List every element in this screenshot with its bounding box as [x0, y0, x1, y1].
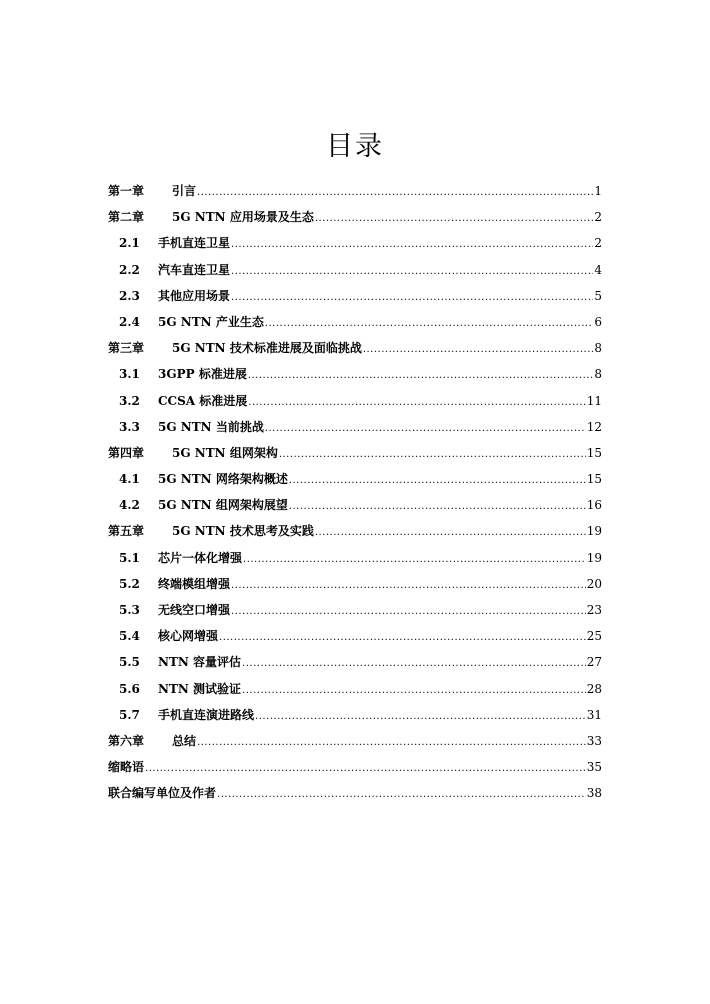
- toc-entry[interactable]: [108, 545, 602, 571]
- toc-entry-label: 芯片一体化增强: [158, 550, 243, 565]
- toc-dot-leader: [315, 520, 586, 546]
- toc-dot-leader: [315, 206, 594, 232]
- toc-entry-label: 引言: [172, 184, 197, 198]
- toc-entry[interactable]: [108, 414, 602, 440]
- toc-entry-page-number: 31: [586, 707, 602, 722]
- toc-entry[interactable]: [108, 466, 602, 492]
- toc-entry-number: 第四章: [108, 445, 145, 460]
- toc-entry-label: 5G NTN 技术思考及实践: [172, 524, 314, 539]
- toc-dot-leader: [279, 442, 586, 468]
- toc-entry-number: 4.1: [119, 472, 140, 487]
- toc-entry-page-number: 2: [594, 236, 602, 251]
- toc-entry[interactable]: [108, 728, 602, 754]
- toc-entry-label: 终端模组增强: [158, 576, 231, 591]
- toc-entry-label: CCSA 标准进展: [158, 393, 248, 408]
- toc-dot-leader: [217, 782, 586, 808]
- toc-entry-page-number: 20: [586, 576, 602, 591]
- toc-entry-page-number: 8: [594, 341, 602, 356]
- toc-entry[interactable]: [108, 518, 602, 544]
- toc-entry-number: 5.5: [119, 655, 140, 670]
- toc-entry-label: 5G NTN 当前挑战: [158, 419, 264, 434]
- toc-dot-leader: [255, 704, 586, 730]
- toc-entry[interactable]: [108, 676, 602, 702]
- toc-entry[interactable]: [108, 597, 602, 623]
- toc-entry[interactable]: [108, 571, 602, 597]
- toc-dot-leader: [231, 599, 586, 625]
- toc-entry-label: 联合编写单位及作者: [108, 786, 217, 801]
- toc-entry-label: 缩略语: [108, 760, 145, 775]
- toc-entry-page-number: 33: [586, 733, 602, 748]
- toc-entry-number: 3.3: [119, 419, 140, 434]
- toc-dot-leader: [231, 285, 593, 311]
- toc-entry-page-number: 19: [586, 550, 602, 565]
- toc-entry-label: 手机直连演进路线: [158, 707, 255, 722]
- toc-dot-leader: [197, 180, 593, 206]
- toc-entry-page-number: 8: [594, 367, 602, 382]
- toc-dot-leader: [265, 311, 594, 337]
- toc-entry[interactable]: [108, 649, 602, 675]
- toc-entry-page-number: 15: [586, 445, 602, 460]
- toc-entry-number: 第一章: [108, 184, 145, 198]
- toc-entry-page-number: 25: [586, 629, 602, 644]
- toc-entry[interactable]: [108, 388, 602, 414]
- toc-dot-leader: [219, 625, 586, 651]
- toc-entry-page-number: 6: [594, 314, 602, 329]
- toc-entry-page-number: 35: [586, 760, 602, 775]
- toc-entry-number: 5.4: [119, 629, 140, 644]
- toc-entry[interactable]: [108, 204, 602, 230]
- toc-entry-number: 3.2: [119, 393, 140, 408]
- toc-entry[interactable]: [108, 230, 602, 256]
- toc-entry[interactable]: [108, 283, 602, 309]
- toc-dot-leader: [265, 416, 586, 442]
- toc-entry-page-number: 11: [586, 393, 602, 408]
- toc-entry-page-number: 12: [586, 419, 602, 434]
- toc-entry-label: 5G NTN 应用场景及生态: [172, 210, 314, 225]
- toc-entry-number: 5.7: [119, 707, 140, 722]
- toc-entry-page-number: 23: [586, 603, 602, 617]
- page-title: 目录: [326, 131, 384, 162]
- toc-entry-label: 无线空口增强: [158, 603, 231, 617]
- toc-dot-leader: [248, 363, 594, 389]
- toc-entry-number: 2.3: [119, 288, 140, 303]
- toc-dot-leader: [242, 651, 586, 677]
- toc-entry-label: 核心网增强: [158, 629, 219, 644]
- toc-entry-label: 5G NTN 组网架构: [172, 445, 278, 460]
- toc-entry-number: 5.2: [119, 576, 140, 591]
- toc-dot-leader: [231, 259, 593, 285]
- toc-entry-page-number: 4: [594, 262, 602, 277]
- toc-dot-leader: [248, 390, 585, 416]
- toc-entry[interactable]: [108, 257, 602, 283]
- toc-entry[interactable]: [108, 361, 602, 387]
- toc-entry-number: 3.1: [119, 367, 140, 382]
- toc-entry[interactable]: [108, 702, 602, 728]
- toc-entry-label: 5G NTN 网络架构概述: [158, 472, 288, 487]
- toc-entry-number: 第三章: [108, 341, 145, 356]
- toc-entry-page-number: 27: [586, 655, 602, 670]
- toc-dot-leader: [197, 730, 586, 756]
- toc-dot-leader: [289, 494, 586, 520]
- toc-dot-leader: [289, 468, 586, 494]
- toc-entry-number: 2.1: [119, 236, 140, 251]
- toc-entry-number: 第六章: [108, 733, 145, 748]
- toc-entry[interactable]: [108, 780, 602, 806]
- toc-dot-leader: [145, 756, 586, 782]
- toc-entry-page-number: 15: [586, 472, 602, 487]
- toc-entry-number: 5.1: [119, 550, 140, 565]
- toc-entry-page-number: 38: [586, 786, 602, 801]
- toc-entry[interactable]: [108, 623, 602, 649]
- toc-entry-label: 手机直连卫星: [158, 236, 231, 251]
- toc-entry[interactable]: [108, 492, 602, 518]
- toc-entry-page-number: 19: [586, 524, 602, 539]
- toc-entry-number: 2.4: [119, 314, 140, 329]
- toc-entry-page-number: 5: [594, 288, 602, 303]
- toc-entry-label: 5G NTN 技术标准进展及面临挑战: [172, 341, 362, 356]
- toc-entry-page-number: 28: [586, 681, 602, 696]
- toc-entry-label: 汽车直连卫星: [158, 262, 231, 277]
- toc-entry[interactable]: [108, 335, 602, 361]
- toc-entry-number: 第五章: [108, 524, 145, 539]
- toc-entry-number: 5.3: [119, 603, 140, 617]
- toc-entry[interactable]: [108, 309, 602, 335]
- toc-entry-label: 5G NTN 组网架构展望: [158, 498, 288, 513]
- table-of-contents: [108, 178, 602, 807]
- toc-dot-leader: [363, 337, 594, 363]
- toc-entry-number: 4.2: [119, 498, 140, 513]
- toc-entry-label: 3GPP 标准进展: [158, 367, 247, 382]
- toc-entry[interactable]: [108, 754, 602, 780]
- toc-entry-page-number: 2: [594, 210, 602, 225]
- toc-entry-page-number: 16: [586, 498, 602, 513]
- toc-entry[interactable]: [108, 440, 602, 466]
- toc-dot-leader: [231, 573, 586, 599]
- toc-entry-label: 其他应用场景: [158, 288, 231, 303]
- toc-entry-label: NTN 容量评估: [158, 655, 242, 670]
- toc-dot-leader: [243, 547, 586, 573]
- toc-entry-number: 第二章: [108, 210, 145, 225]
- toc-entry-number: 5.6: [119, 681, 140, 696]
- toc-entry-label: NTN 测试验证: [158, 681, 242, 696]
- toc-entry-page-number: 1: [594, 184, 602, 198]
- toc-entry-label: 总结: [172, 733, 197, 748]
- toc-dot-leader: [242, 678, 586, 704]
- toc-dot-leader: [231, 232, 593, 258]
- toc-entry-number: 2.2: [119, 262, 140, 277]
- toc-entry[interactable]: [108, 178, 602, 204]
- toc-entry-label: 5G NTN 产业生态: [158, 314, 264, 329]
